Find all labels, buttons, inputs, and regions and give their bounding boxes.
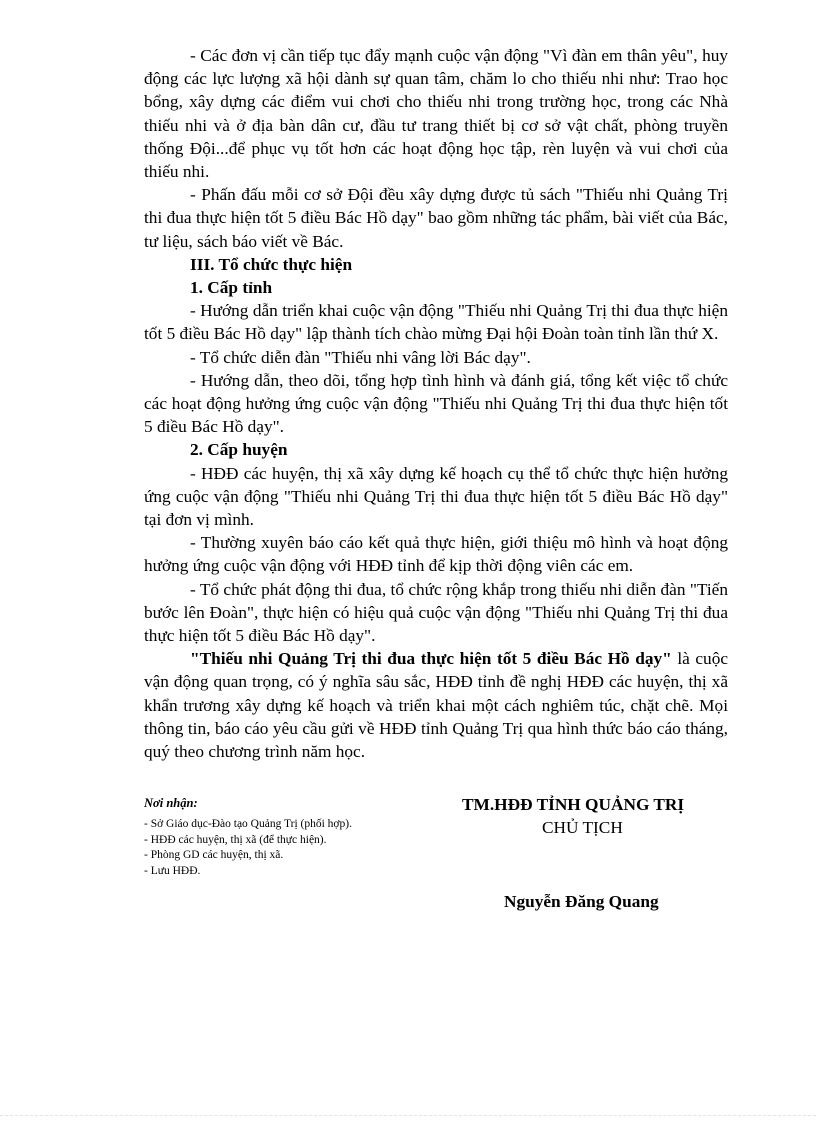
recipient-item: - Lưu HĐĐ. (144, 864, 201, 877)
paragraph-district-emulation: - Tổ chức phát động thi đua, tổ chức rộng khắp trong thiếu nhi diễn đàn "Tiến bước lên Đoàn", thực hiện có hiệu quả cuộc vận động "Thiếu nhi Quảng Trị thi đua thực hiện tốt 5 điều Bác Hồ dạy". (144, 579, 728, 646)
paragraph-province-summary: - Hướng dẫn, theo dõi, tổng hợp tình hình và đánh giá, tổng kết việc tổ chức các hoạt động hưởng ứng cuộc vận động "Thiếu nhi Quảng Trị thi đua thực hiện tốt 5 điều Bác Hồ dạy". (144, 370, 728, 437)
signer-name: Nguyễn Đăng Quang (504, 892, 659, 911)
recipients-block (144, 794, 444, 879)
recipient-item: - Sở Giáo dục-Đào tạo Quảng Trị (phối hợp). (144, 818, 352, 830)
paragraph-province-forum: - Tổ chức diễn đàn "Thiếu nhi vâng lời Bác dạy". (190, 347, 531, 367)
recipients-title: Nơi nhận: (144, 796, 198, 810)
closing-text: là cuộc vận động quan trọng, có ý nghĩa sâu sắc, HĐĐ tỉnh đề nghị HĐĐ các huyện, thị xã khẩn trương xây dựng kế hoạch và triển khai một cách nghiêm túc, chặt chẽ. Mọi thông tin, báo cáo yêu cầu gửi về HĐĐ tỉnh Quảng Trị qua hình thức báo cáo tháng, quý theo chương trình năm học. (144, 649, 729, 762)
recipient-item: - HĐĐ các huyện, thị xã (để thực hiện). (144, 833, 327, 846)
subsection-heading-district: 2. Cấp huyện (190, 440, 288, 460)
closing-campaign-name: "Thiếu nhi Quảng Trị thi đua thực hiện tốt 5 điều Bác Hồ dạy" (190, 649, 672, 669)
page-bottom-divider (0, 1115, 816, 1116)
recipient-item: - Phòng GD các huyện, thị xã. (144, 849, 284, 861)
subsection-heading-province: 1. Cấp tỉnh (190, 278, 273, 298)
document-body (144, 44, 728, 763)
paragraph-tu-sach: - Phấn đấu mỗi cơ sở Đội đều xây dựng được tủ sách "Thiếu nhi Quảng Trị thi đua thực hiện tốt 5 điều Bác Hồ dạy" bao gồm những tác phẩm, bài viết của Bác, tư liệu, sách báo viết về Bác. (144, 185, 728, 251)
paragraph-district-report: - Thường xuyên báo cáo kết quả thực hiện, giới thiệu mô hình và hoạt động hưởng ứng cuộc vận động với HĐĐ tỉnh để kịp thời động viên các em. (144, 533, 728, 576)
paragraph-district-plan: - HĐĐ các huyện, thị xã xây dựng kế hoạch cụ thể tổ chức thực hiện hưởng ứng cuộc vận động "Thiếu nhi Quảng Trị thi đua thực hiện tốt 5 điều Bác Hồ dạy" tại đơn vị mình. (144, 463, 728, 530)
signature-title: CHỦ TỊCH (542, 818, 623, 837)
recipients-list (144, 817, 444, 879)
paragraph-vi-dan-em: - Các đơn vị cần tiếp tục đẩy mạnh cuộc vận động "Vì đàn em thân yêu", huy động các lực lượng xã hội dành sự quan tâm, chăm lo cho thiếu nhi như: Trao học bổng, xây dựng các điểm vui chơi cho thiếu nhi trong trường học, trong các Nhà thiếu nhi và ở địa bàn dân cư, đầu tư trang thiết bị cơ sở vật chất, phòng truyền thống Đội...để phục vụ tốt hơn các hoạt động học tập, rèn luyện và vui chơi của thiếu nhi. (144, 46, 728, 182)
paragraph-province-guidance: - Hướng dẫn triển khai cuộc vận động "Thiếu nhi Quảng Trị thi đua thực hiện tốt 5 điều Bác Hồ dạy" lập thành tích chào mừng Đại hội Đoàn toàn tỉnh lần thứ X. (144, 301, 728, 344)
section-heading-implementation: III. Tổ chức thực hiện (190, 254, 353, 274)
signature-organization: TM.HĐĐ TỈNH QUẢNG TRỊ (462, 795, 685, 814)
document-footer (144, 794, 728, 924)
paragraph-closing (144, 647, 728, 763)
